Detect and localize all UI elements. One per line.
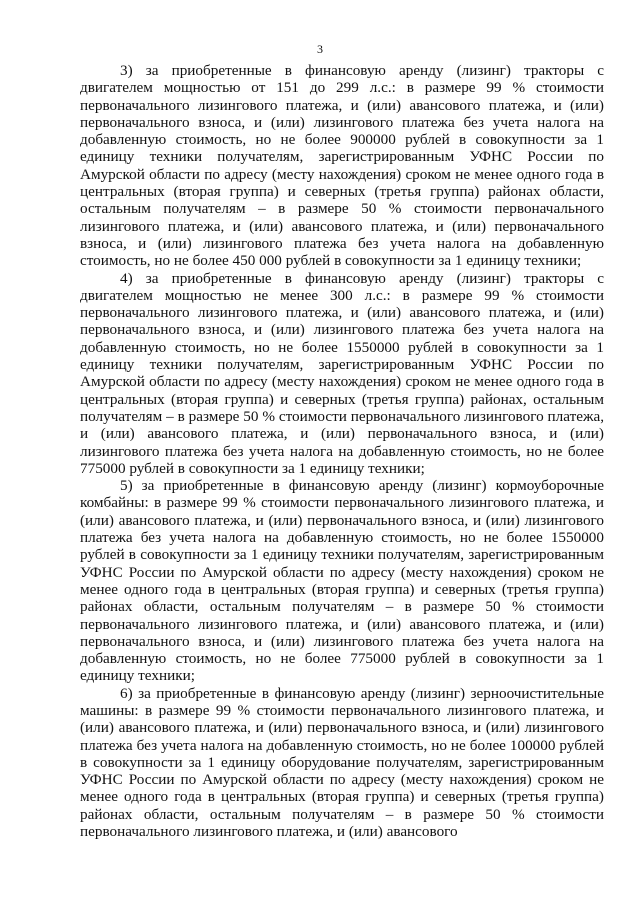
paragraph-item-5: 5) за приобретенные в финансовую аренду (лизинг) кормоуборочные комбайны: в размере 99 % стоимости первоначального лизингового платежа, и (или) авансового платежа, и (или) первоначального взноса, и (или) лизингового платежа без учета налога на добавленную стоимость, но не более 1550000 рублей в совокупности за 1 единицу техники получателям, зарегистрированным УФНС России по Амурской области по адресу (месту нахождения) сроком не менее одного года в центральных (вторая группа) и северных (третья группа) районах области, остальным получателям – в размере 50 % стоимости первоначального лизингового платежа, и (или) авансового платежа, и (или) первоначального взноса, и (или) лизингового платежа без учета налога на добавленную стоимость, но не более 775000 рублей в совокупности за 1 единицу техники; xyxy=(80,477,604,685)
paragraph-item-6: 6) за приобретенные в финансовую аренду (лизинг) зерноочистительные машины: в размере 99 % стоимости первоначального лизингового платежа, и (или) авансового платежа, и (или) первоначального взноса, и (или) лизингового платежа без учета налога на добавленную стоимость, но не более 100000 рублей в совокупности за 1 единицу оборудование получателям, зарегистрированным УФНС России по Амурской области по адресу (месту нахождения) сроком не менее одного года в центральных (вторая группа) и северных (третья группа) районах области, остальным получателям – в размере 50 % стоимости первоначального лизингового платежа, и (или) авансового xyxy=(80,684,604,841)
paragraph-item-4: 4) за приобретенные в финансовую аренду (лизинг) тракторы с двигателем мощностью не менее 300 л.с.: в размере 99 % стоимости первоначального лизингового платежа, и (или) авансового платежа, и (или) первоначального взноса, и (или) лизингового платежа без учета налога на добавленную стоимость, но не более 1550000 рублей в совокупности за 1 единицу техники получателям, зарегистрированным УФНС России по Амурской области по адресу (месту нахождения) сроком не менее одного года в центральных (вторая группа) и северных (третья группа) районах, остальным получателям – в размере 50 % стоимости первоначального лизингового платежа, и (или) авансового платежа, и (или) первоначального взноса, и (или) лизингового платежа без учета налога на добавленную стоимость, но не более 775000 рублей в совокупности за 1 единицу техники; xyxy=(80,269,604,477)
document-body xyxy=(80,62,604,840)
paragraph-item-3: 3) за приобретенные в финансовую аренду (лизинг) тракторы с двигателем мощностью от 151 до 299 л.с.: в размере 99 % стоимости первоначального лизингового платежа, и (или) авансового платежа, и (или) первоначального взноса, и (или) лизингового платежа без учета налога на добавленную стоимость, но не более 900000 рублей в совокупности за 1 единицу техники получателям, зарегистрированным УФНС России по Амурской области по адресу (месту нахождения) сроком не менее одного года в центральных (вторая группа) и северных (третья группа) районах области, остальным получателям – в размере 50 % стоимости первоначального лизингового платежа, и (или) авансового платежа, и (или) первоначального взноса, и (или) лизингового платежа без учета налога на добавленную стоимость, но не более 450 000 рублей в совокупности за 1 единицу техники; xyxy=(80,62,604,270)
page-number: 3 xyxy=(317,42,323,56)
